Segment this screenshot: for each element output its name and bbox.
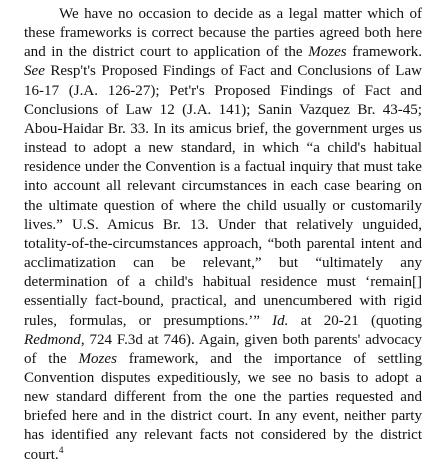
case-name-mozes: Mozes: [78, 350, 117, 367]
opinion-paragraph: [24, 5, 422, 465]
text-run: Resp't's Proposed Findings of Fact and Conclusions of Law 16-17 (J.A. 126-27); Pet'r's Proposed Findings of Fact and Conclusions of Law 12 (J.A. 141); Sanin Vazquez Br. 43-45; Abou-Haidar Br. 33. In its amicus brief, the government urges us instead to adopt a new standard, in which “a child's habitual residence under the Convention is a factual inquiry that must take into account all relevant circumstances in each case bearing on the ultimate question of where the child usually or customarily lives.” U.S. Amicus Br. 13. Under that relatively unguided, totality-of-the-circumstances approach, “both parental intent and acclimatization can be relevant,” but “ultimately any determination of a child's habitual residence must ‘remain[] essentially fact-bound, practical, and unencumbered with rigid rules, formulas, or presumptions.’”: [24, 63, 422, 329]
citation-id: Id.: [272, 312, 289, 329]
text-run: at 20-21 (quoting: [288, 312, 422, 329]
text-run: framework, and the importance of settling Convention disputes expeditiously, we see no basis to adopt a new standard different from the one the parties requested and briefed here and in the district court. In any event, neither party has identified any relevant facts not considered by the district court.: [24, 350, 422, 463]
text-run: , 724 F.3d at 746). Again, given both parents' advocacy of the: [24, 331, 422, 367]
opinion-page: [24, 5, 422, 465]
footnote-reference[interactable]: 4: [58, 445, 64, 456]
case-name-mozes: Mozes: [308, 44, 347, 61]
citation-signal-see: See: [24, 63, 45, 80]
text-run: We have no occasion to decide as a legal matter which of these frameworks is correct because the parties agreed both here and in the district court to application of the: [24, 6, 422, 61]
case-name-redmond: Redmond: [24, 331, 81, 348]
text-run: framework.: [346, 44, 422, 61]
